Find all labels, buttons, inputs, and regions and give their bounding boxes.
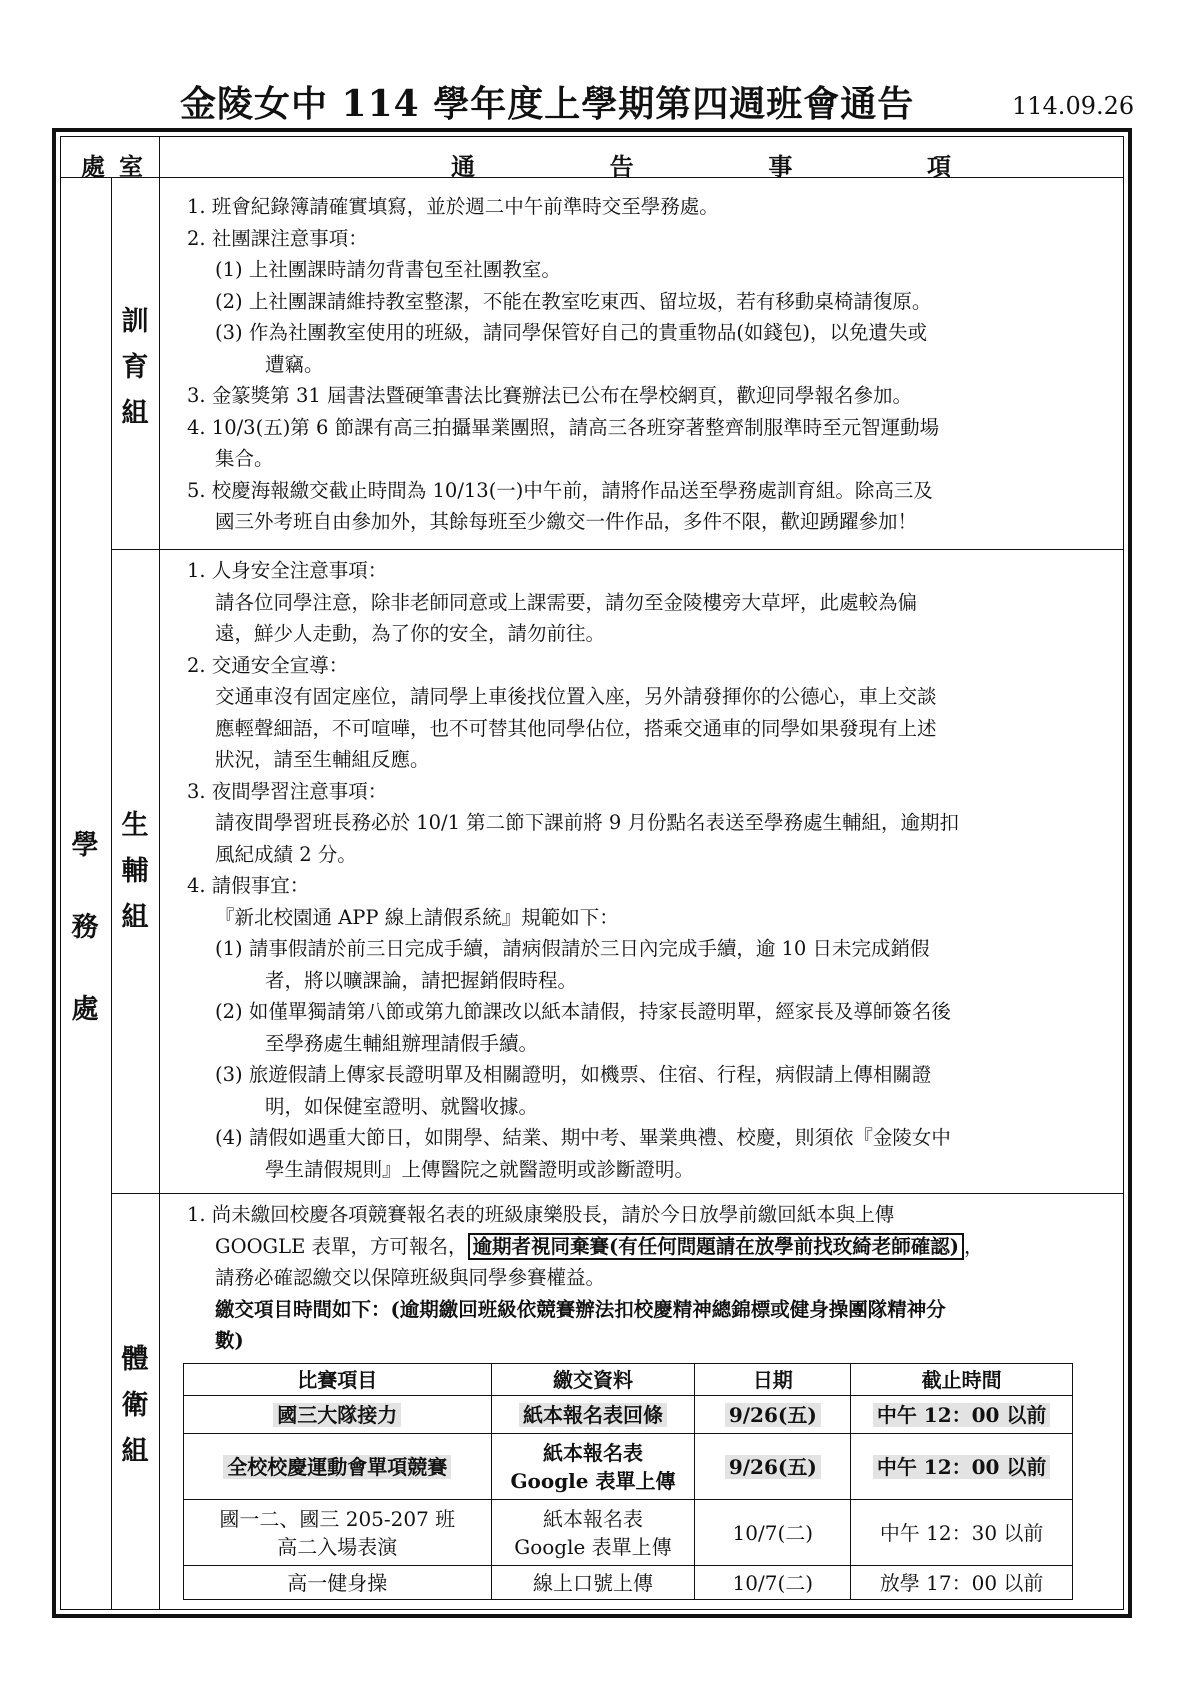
notice-line: (4) 請假如遇重大節日，如開學、結業、期中考、畢業典禮、校慶，則須依『金陵女中 [215,1126,951,1149]
notice-text: ， [963,1234,984,1258]
dept-char: 生 [121,810,149,841]
table-header: 日期 [695,1364,851,1396]
table-cell: 中午 12：00 以前 [873,1403,1051,1427]
notice-date: 114.09.26 [1012,92,1135,120]
notice-line: 繳交項目時間如下：(逾期繳回班級依競賽辦法扣校慶精神總錦標或健身操團隊精神分 [215,1297,946,1321]
notice-line: 1. 尚未繳回校慶各項競賽報名表的班級康樂股長，請於今日放學前繳回紙本與上傳 [187,1203,895,1226]
divider [111,1193,1123,1194]
notice-line [187,1231,1113,1263]
notice-line: (2) 如僅單獨請第八節或第九節課改以紙本請假，持家長證明單，經家長及導師簽名後 [215,1000,951,1023]
dept-pe-label [113,1337,157,1475]
table-cell: 10/7(二) [695,1566,851,1600]
notice-text: GOOGLE 表單，方可報名， [215,1234,468,1258]
notice-line: 遭竊。 [265,352,324,376]
notice-line: 4. 請假事宜： [187,874,310,897]
dept-char: 組 [121,1436,149,1467]
dept-char: 訓 [121,306,149,337]
table-cell: 中午 12：30 以前 [851,1500,1073,1566]
table-cell: 全校校慶運動會單項競賽 [223,1455,451,1479]
pe-content [187,1199,1113,1357]
notice-line: 2. 交通安全宣導： [187,653,349,677]
dept-char: 學 [71,830,99,861]
table-cell: 9/26(五) [725,1403,821,1427]
header-notice [451,147,951,182]
table-cell: 國三大隊接力 [273,1403,401,1427]
notice-line: 學生請假規則』上傳醫院之就醫證明或診斷證明。 [265,1157,695,1181]
notice-line: 交通車沒有固定座位，請同學上車後找位置入座，另外請發揮你的公德心，車上交談 [215,685,937,708]
table-header: 截止時間 [851,1364,1073,1396]
table-cell: 高二入場表演 [277,1534,398,1559]
dept-char: 育 [121,352,149,383]
page-title: 金陵女中 114 學年度上學期第四週班會通告 [180,83,915,125]
notice-line: 國三外考班自由參加外，其餘每班至少繳交一件作品，多件不限，歡迎踴躍參加！ [215,510,918,533]
table-cell: 國一二、國三 205-207 班 [219,1506,456,1531]
notice-line: 3. 夜間學習注意事項： [187,779,388,803]
notice-line: (1) 請事假請於前三日完成手續，請病假請於三日內完成手續，逾 10 日未完成銷假 [215,937,930,960]
notice-table-frame [52,128,1132,1618]
dept-char: 體 [121,1344,149,1375]
table-cell: 紙本報名表 [542,1440,643,1465]
notice-line: 風紀成績 2 分。 [215,842,357,866]
table-row [184,1434,1073,1500]
table-cell: Google 表單上傳 [514,1534,672,1559]
notice-line: (2) 上社團課請維持教室整潔，不能在教室吃東西、留垃圾，若有移動桌椅請復原。 [215,289,932,313]
notice-line: (3) 旅遊假請上傳家長證明單及相關證明，如機票、住宿、行程，病假請上傳相關證 [215,1063,932,1086]
table-cell: Google 表單上傳 [510,1468,676,1493]
dept-char: 務 [71,912,99,943]
dept-counseling-label [113,803,157,941]
dept-guidance-label [113,299,157,437]
divider [159,137,160,1609]
notice-line: 集合。 [215,447,274,470]
table-row [184,1500,1073,1566]
forfeit-warning: 逾期者視同棄賽(有任何問題請在放學前找玫綺老師確認) [468,1233,964,1260]
header-char: 告 [609,152,634,181]
table-header: 繳交資料 [491,1364,695,1396]
table-cell: 10/7(二) [695,1500,851,1566]
notice-line: (1) 上社團課時請勿背書包至社團教室。 [215,258,561,281]
table-cell: 中午 12：00 以前 [873,1455,1051,1479]
notice-line: 3. 金篆獎第 31 屆書法暨硬筆書法比賽辦法已公布在學校網頁，歡迎同學報名參加。 [187,384,913,407]
table-cell: 放學 17：00 以前 [851,1566,1073,1600]
notice-line: 5. 校慶海報繳交截止時間為 10/13(一)中午前，請將作品送至學務處訓育組。除高三及 [187,478,933,502]
table-row [184,1566,1073,1600]
notice-line: (3) 作為社團教室使用的班級，請同學保管好自己的貴重物品(如錢包)，以免遺失或 [215,321,928,344]
table-cell: 紙本報名表 [542,1506,643,1531]
header-char: 事 [768,152,793,181]
table-cell: 9/26(五) [725,1455,821,1479]
notice-line: 請各位同學注意，除非老師同意或上課需要，請勿至金陵樓旁大草坪，此處較為偏 [215,590,918,614]
table-cell: 紙本報名表回條 [519,1403,667,1427]
counseling-content [187,555,1113,1185]
notice-line: 2. 社團課注意事項： [187,226,368,250]
divider [111,549,1123,550]
notice-line: 1. 班會紀錄簿請確實填寫，並於週二中午前準時交至學務處。 [187,195,719,218]
dept-char: 組 [121,398,149,429]
table-cell: 高一健身操 [184,1566,492,1600]
table-header-row [184,1364,1073,1396]
dept-char: 組 [121,902,149,933]
dept-char: 處 [71,994,99,1025]
notice-line: 請務必確認繳交以保障班級與同學參賽權益。 [215,1266,606,1289]
notice-line: 請夜間學習班長務必於 10/1 第二節下課前將 9 月份點名表送至學務處生輔組，逾期扣 [215,811,959,834]
notice-line: 者，將以曠課論，請把握銷假時程。 [265,968,578,992]
guidance-content [187,191,1113,538]
table-header: 比賽項目 [184,1364,492,1396]
table-row [184,1396,1073,1434]
notice-line: 遠，鮮少人走動，為了你的安全，請勿前往。 [215,622,606,645]
notice-line: 明，如保健室證明、就醫收據。 [265,1094,539,1118]
notice-line: 至學務處生輔組辦理請假手續。 [265,1031,539,1055]
dept-char: 輔 [121,856,149,887]
notice-line: 『新北校園通 APP 線上請假系統』規範如下： [215,905,619,929]
notice-line: 數) [215,1329,244,1352]
notice-table [60,136,1124,1610]
header-char: 通 [451,152,475,181]
dept-main-label [67,805,103,1051]
notice-line: 1. 人身安全注意事項： [187,559,388,582]
notice-line: 應輕聲細語，不可喧嘩，也不可替其他同學佔位，搭乘交通車的同學如果發現有上述 [215,716,937,740]
dept-char: 衛 [121,1390,149,1421]
submission-table [183,1363,1073,1600]
notice-line: 4. 10/3(五)第 6 節課有高三拍攝畢業團照，請高三各班穿著整齊制服準時至元智運動場 [187,415,940,439]
table-cell: 線上口號上傳 [491,1566,695,1600]
header-office: 處室 [81,152,157,181]
notice-line: 狀況，請至生輔組反應。 [215,748,430,771]
header-char: 項 [926,152,951,181]
divider [111,177,112,1609]
